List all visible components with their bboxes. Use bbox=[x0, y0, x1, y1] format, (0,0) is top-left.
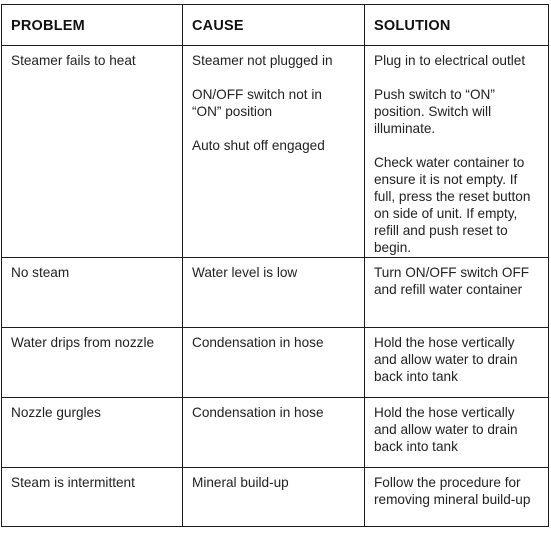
problem-cell: No steam bbox=[2, 258, 183, 328]
cause-cell bbox=[183, 46, 365, 258]
solution-cell: Hold the hose vertically and allow water to drain back into tank bbox=[365, 398, 549, 468]
solution-text: Check water container to ensure it is not empty. If full, press the reset button on side of unit. If empty, refill and push reset to begin. bbox=[374, 155, 531, 255]
table-row bbox=[2, 46, 549, 258]
solution-cell: Hold the hose vertically and allow water to drain back into tank bbox=[365, 328, 549, 398]
problem-cell: Nozzle gurgles bbox=[2, 398, 183, 468]
cause-cell: Condensation in hose bbox=[183, 398, 365, 468]
problem-cell: Water drips from nozzle bbox=[2, 328, 183, 398]
cause-text: Auto shut off engaged bbox=[192, 138, 325, 153]
table-row bbox=[2, 468, 549, 527]
cause-text: ON/OFF switch not in “ON” position bbox=[192, 87, 322, 119]
cause-cell: Water level is low bbox=[183, 258, 365, 328]
table-row bbox=[2, 398, 549, 468]
header-problem: PROBLEM bbox=[2, 5, 183, 46]
cause-text: Steamer not plugged in bbox=[192, 53, 333, 68]
solution-cell bbox=[365, 46, 549, 258]
cause-cell: Condensation in hose bbox=[183, 328, 365, 398]
solution-text: Plug in to electrical outlet bbox=[374, 53, 526, 68]
problem-cell: Steamer fails to heat bbox=[2, 46, 183, 258]
solution-text: Push switch to “ON” position. Switch will illuminate. bbox=[374, 87, 495, 136]
table-row bbox=[2, 328, 549, 398]
header-cause: CAUSE bbox=[183, 5, 365, 46]
troubleshooting-table-container bbox=[1, 4, 549, 527]
table-row bbox=[2, 258, 549, 328]
troubleshooting-table bbox=[1, 4, 549, 527]
header-row bbox=[2, 5, 549, 46]
problem-cell: Steam is intermittent bbox=[2, 468, 183, 527]
header-solution: SOLUTION bbox=[365, 5, 549, 46]
cause-cell: Mineral build-up bbox=[183, 468, 365, 527]
solution-cell: Turn ON/OFF switch OFF and refill water container bbox=[365, 258, 549, 328]
solution-cell: Follow the procedure for removing mineral build-up bbox=[365, 468, 549, 527]
